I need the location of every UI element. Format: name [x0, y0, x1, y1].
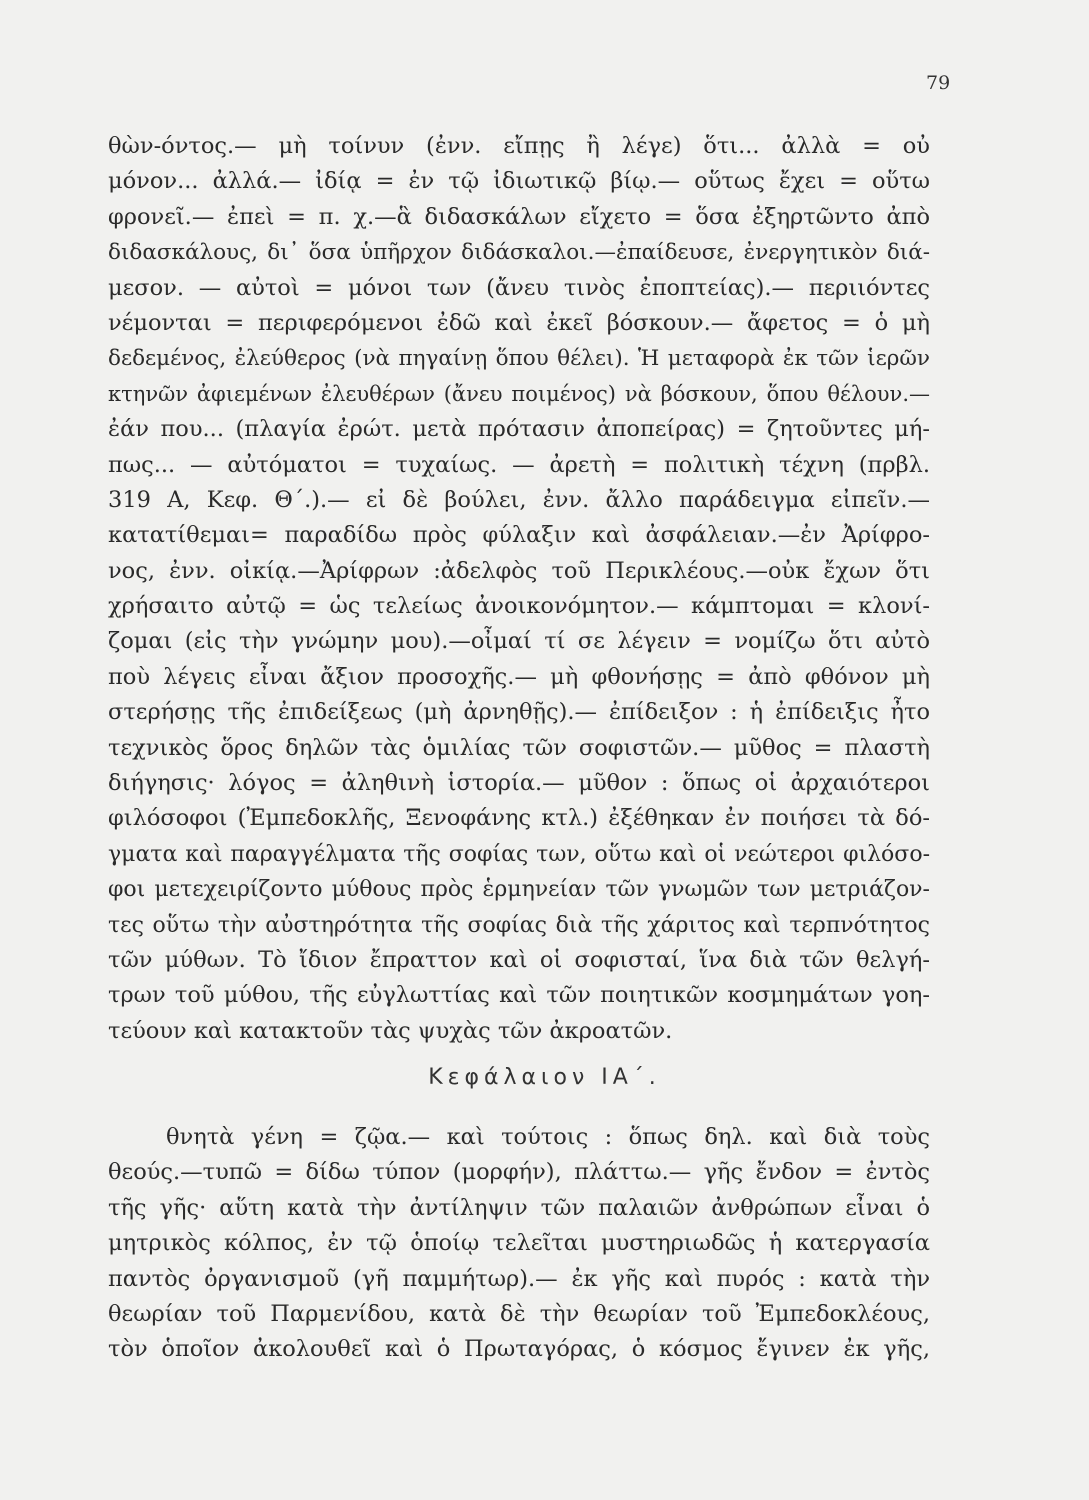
text-line: φοι μετεχειρίζοντο μύθους πρὸς ἑρμηνείαν τῶν γνωμῶν των μετριάζον-	[108, 877, 930, 903]
text-line: μόνον... ἀλλά.— ἰδίᾳ = ἐν τῷ ἰδιωτικῷ βίῳ.— οὕτως ἔχει = οὕτω	[108, 168, 930, 195]
text-line: μητρικὸς κόλπος, ἐν τῷ ὁποίῳ τελεῖται μυστηριωδῶς ἡ κατεργασία	[108, 1230, 930, 1257]
commentary-paragraph-1	[108, 129, 930, 1049]
text-line: γματα καὶ παραγγέλματα τῆς σοφίας των, οὕτω καὶ οἱ νεώτεροι φιλόσο-	[108, 841, 930, 867]
chapter-heading: Κεφάλαιον ΙΑ΄.	[428, 1065, 661, 1090]
text-line: μεσον. — αὐτοὶ = μόνοι των (ἄνευ τινὸς ἐποπτείας).— περιιόντες	[108, 274, 930, 301]
text-line: ποὺ λέγεις εἶναι ἄξιον προσοχῆς.— μὴ φθονήσῃς = ἀπὸ φθόνον μὴ	[108, 663, 930, 690]
text-line: νέμονται = περιφερόμενοι ἐδῶ καὶ ἐκεῖ βόσκουν.— ἄφετος = ὁ μὴ	[108, 309, 930, 336]
text-line: πως... — αὐτόματοι = τυχαίως. — ἀρετὴ = πολιτικὴ τέχνη (πρβλ.	[108, 451, 930, 478]
text-line: δεδεμένος, ἐλεύθερος (νὰ πηγαίνῃ ὅπου θέλει). Ἡ μεταφορὰ ἐκ τῶν ἱερῶν	[108, 346, 930, 372]
text-line: τεύουν καὶ κατακτοῦν τὰς ψυχὰς τῶν ἀκροατῶν.	[108, 1017, 673, 1044]
text-line: διδασκάλους, δι᾿ ὅσα ὑπῆρχον διδάσκαλοι.—ἐπαίδευσε, ἐνεργητικὸν διά-	[108, 240, 930, 266]
commentary-paragraph-2	[108, 1120, 930, 1368]
text-line: διήγησις· λόγος = ἀληθινὴ ἱστορία.— μῦθον : ὅπως οἱ ἀρχαιότεροι	[108, 770, 930, 797]
text-line: ζομαι (εἰς τὴν γνώμην μου).—οἶμαί τί σε λέγειν = νομίζω ὅτι αὐτὸ	[108, 628, 930, 655]
text-line: τεχνικὸς ὅρος δηλῶν τὰς ὁμιλίας τῶν σοφιστῶν.— μῦθος = πλαστὴ	[108, 734, 930, 761]
text-line: χρήσαιτο αὐτῷ = ὡς τελείως ἀνοικονόμητον.— κάμπτομαι = κλονί-	[108, 593, 930, 620]
text-line: νος, ἐνν. οἰκίᾳ.—Ἀρίφρων :ἀδελφὸς τοῦ Περικλέους.—οὐκ ἔχων ὅτι	[108, 557, 930, 584]
text-line: τες οὕτω τὴν αὐστηρότητα τῆς σοφίας διὰ τῆς χάριτος καὶ τερπνότητος	[108, 912, 930, 938]
text-line: φιλόσοφοι (Ἐμπεδοκλῆς, Ξενοφάνης κτλ.) ἐξέθηκαν ἐν ποιήσει τὰ δό-	[108, 805, 930, 832]
text-line: στερήσῃς τῆς ἐπιδείξεως (μὴ ἀρνηθῇς).— ἐπίδειξον : ἡ ἐπίδειξις ἦτο	[108, 699, 930, 726]
text-line: ἐάν που... (πλαγία ἐρώτ. μετὰ πρότασιν ἀποπείρας) = ζητοῦντες μή-	[108, 416, 930, 443]
text-line: θεωρίαν τοῦ Παρμενίδου, κατὰ δὲ τὴν θεωρίαν τοῦ Ἐμπεδοκλέους,	[108, 1300, 930, 1327]
text-line: τῶν μύθων. Τὸ ἴδιον ἔπραττον καὶ οἱ σοφισταί, ἵνα διὰ τῶν θελγή-	[108, 946, 930, 973]
text-line: τρων τοῦ μύθου, τῆς εὐγλωττίας καὶ τῶν ποιητικῶν κοσμημάτων γοη-	[108, 982, 930, 1009]
text-line: τῆς γῆς· αὕτη κατὰ τὴν ἀντίληψιν τῶν παλαιῶν ἀνθρώπων εἶναι ὁ	[108, 1194, 930, 1221]
text-line: θὼν-όντος.— μὴ τοίνυν (ἐνν. εἴπῃς ἢ λέγε) ὅτι... ἀλλὰ = οὐ	[108, 133, 930, 159]
text-line: τὸν ὁποῖον ἀκολουθεῖ καὶ ὁ Πρωταγόρας, ὁ κόσμος ἔγινεν ἐκ γῆς,	[108, 1336, 930, 1363]
text-line: παντὸς ὀργανισμοῦ (γῆ παμμήτωρ).— ἐκ γῆς καὶ πυρός : κατὰ τὴν	[108, 1265, 930, 1292]
text-line: κτηνῶν ἀφιεμένων ἐλευθέρων (ἄνευ ποιμένος) νὰ βόσκουν, ὅπου θέλουν.—	[108, 381, 930, 406]
text-line: θεούς.—τυπῶ = δίδω τύπον (μορφήν), πλάττω.— γῆς ἔνδον = ἐντὸς	[108, 1159, 930, 1186]
text-line: φρονεῖ.— ἐπεὶ = π. χ.—ἃ διδασκάλων εἴχετο = ὅσα ἐξηρτῶντο ἀπὸ	[108, 203, 930, 230]
text-line: 319 Α, Κεφ. Θ΄.).— εἰ δὲ βούλει, ἐνν. ἄλλο παράδειγμα εἰπεῖν.—	[108, 486, 930, 513]
text-line: κατατίθεμαι= παραδίδω πρὸς φύλαξιν καὶ ἀσφάλειαν.—ἐν Ἀρίφρο-	[108, 522, 930, 549]
page-number: 79	[926, 72, 951, 94]
text-line: θνητὰ γένη = ζῷα.— καὶ τούτοις : ὅπως δηλ. καὶ διὰ τοὺς	[166, 1124, 930, 1150]
